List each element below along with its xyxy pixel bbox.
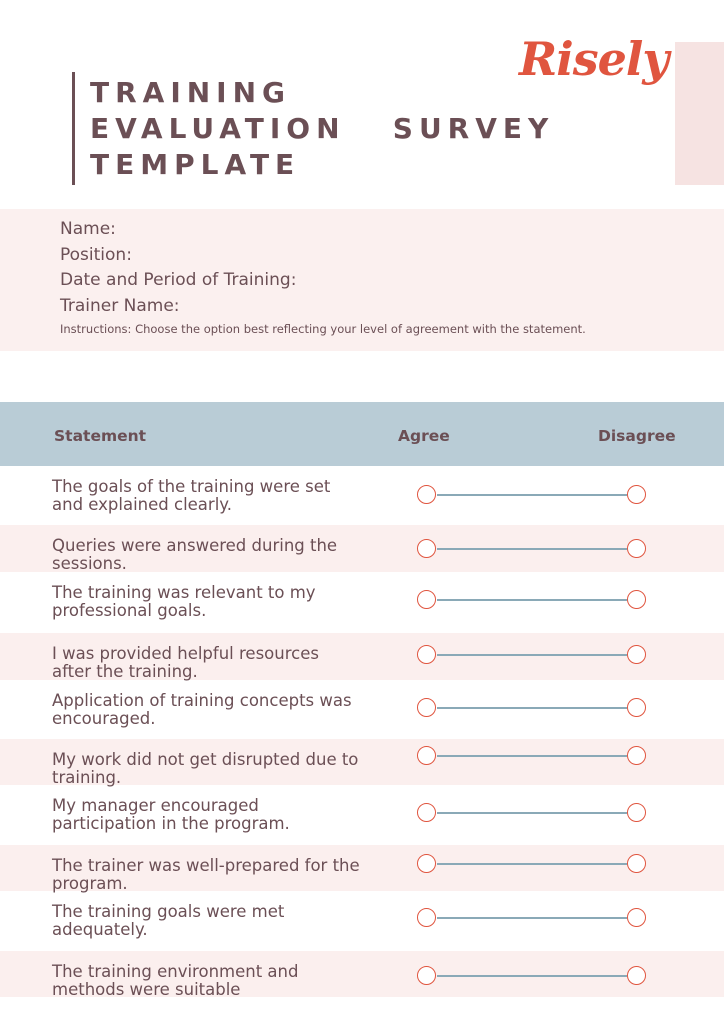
- statement-text: [52, 751, 392, 787]
- agree-column-header: Agree: [398, 427, 450, 445]
- rating-scale-line: [437, 494, 627, 496]
- rating-scale-line: [437, 917, 627, 919]
- statement-line-2: after the training.: [52, 662, 198, 681]
- disagree-radio[interactable]: [627, 645, 646, 664]
- title-line-2: EVALUATION SURVEY: [90, 112, 555, 145]
- agree-radio[interactable]: [417, 698, 436, 717]
- disagree-radio[interactable]: [627, 539, 646, 558]
- statement-line-2: sessions.: [52, 554, 127, 573]
- table-row: [0, 951, 724, 997]
- statement-text: [52, 797, 392, 833]
- rating-scale-line: [437, 599, 627, 601]
- rating-scale-line: [437, 812, 627, 814]
- table-row: [0, 525, 724, 572]
- table-header: [0, 402, 724, 466]
- agree-radio[interactable]: [417, 746, 436, 765]
- statement-line-1: The trainer was well-prepared for the: [52, 856, 360, 875]
- table-row: [0, 891, 724, 951]
- statement-text: [52, 692, 392, 728]
- statement-text: [52, 903, 392, 939]
- agree-radio[interactable]: [417, 485, 436, 504]
- info-section: [0, 209, 724, 351]
- title-accent-bar: [72, 72, 75, 185]
- rating-scale-line: [437, 863, 627, 865]
- statement-line-1: The training was relevant to my: [52, 583, 316, 602]
- table-row: [0, 466, 724, 525]
- disagree-radio[interactable]: [627, 803, 646, 822]
- risely-logo: Risely: [519, 32, 669, 86]
- title-line-3: TEMPLATE: [90, 148, 301, 181]
- disagree-radio[interactable]: [627, 485, 646, 504]
- agree-radio[interactable]: [417, 854, 436, 873]
- table-row: [0, 633, 724, 680]
- statement-text: [52, 645, 392, 681]
- agree-radio[interactable]: [417, 966, 436, 985]
- table-row: [0, 785, 724, 845]
- name-field[interactable]: Name:: [60, 219, 116, 239]
- statement-text: [52, 537, 392, 573]
- statement-line-2: and explained clearly.: [52, 495, 232, 514]
- statement-line-2: encouraged.: [52, 709, 156, 728]
- statement-line-1: Application of training concepts was: [52, 691, 352, 710]
- disagree-column-header: Disagree: [598, 427, 676, 445]
- table-row: [0, 845, 724, 891]
- disagree-radio[interactable]: [627, 854, 646, 873]
- rating-scale-line: [437, 654, 627, 656]
- agree-radio[interactable]: [417, 908, 436, 927]
- disagree-radio[interactable]: [627, 966, 646, 985]
- title-line-1: TRAINING: [90, 76, 292, 109]
- trainer-name-field[interactable]: Trainer Name:: [60, 296, 180, 316]
- statement-line-2: methods were suitable: [52, 980, 241, 999]
- disagree-radio[interactable]: [627, 908, 646, 927]
- statement-line-2: training.: [52, 768, 122, 787]
- page-title: [90, 75, 554, 183]
- statement-line-1: My manager encouraged: [52, 796, 259, 815]
- instructions-text: Instructions: Choose the option best reflecting your level of agreement with the statement.: [60, 322, 586, 336]
- statement-line-1: Queries were answered during the: [52, 536, 338, 555]
- agree-radio[interactable]: [417, 590, 436, 609]
- statement-line-1: My work did not get disrupted due to: [52, 750, 359, 769]
- training-date-field[interactable]: Date and Period of Training:: [60, 270, 297, 290]
- disagree-radio[interactable]: [627, 590, 646, 609]
- disagree-radio[interactable]: [627, 698, 646, 717]
- table-row: [0, 739, 724, 785]
- statement-text: [52, 478, 392, 514]
- corner-decoration: [675, 42, 724, 185]
- statement-line-1: The goals of the training were set: [52, 477, 331, 496]
- statement-line-1: The training environment and: [52, 962, 299, 981]
- statement-text: [52, 584, 392, 620]
- rating-scale-line: [437, 975, 627, 977]
- statement-text: [52, 857, 392, 893]
- statement-line-2: professional goals.: [52, 601, 207, 620]
- table-row: [0, 572, 724, 633]
- agree-radio[interactable]: [417, 645, 436, 664]
- position-field[interactable]: Position:: [60, 245, 132, 265]
- statement-column-header: Statement: [54, 427, 147, 445]
- statement-text: [52, 963, 392, 999]
- rating-scale-line: [437, 548, 627, 550]
- rating-scale-line: [437, 755, 627, 757]
- rating-scale-line: [437, 707, 627, 709]
- agree-radio[interactable]: [417, 539, 436, 558]
- statement-line-2: adequately.: [52, 920, 148, 939]
- statement-line-2: program.: [52, 874, 128, 893]
- disagree-radio[interactable]: [627, 746, 646, 765]
- statement-line-1: The training goals were met: [52, 902, 285, 921]
- statement-line-1: I was provided helpful resources: [52, 644, 319, 663]
- table-row: [0, 680, 724, 739]
- agree-radio[interactable]: [417, 803, 436, 822]
- statement-line-2: participation in the program.: [52, 814, 290, 833]
